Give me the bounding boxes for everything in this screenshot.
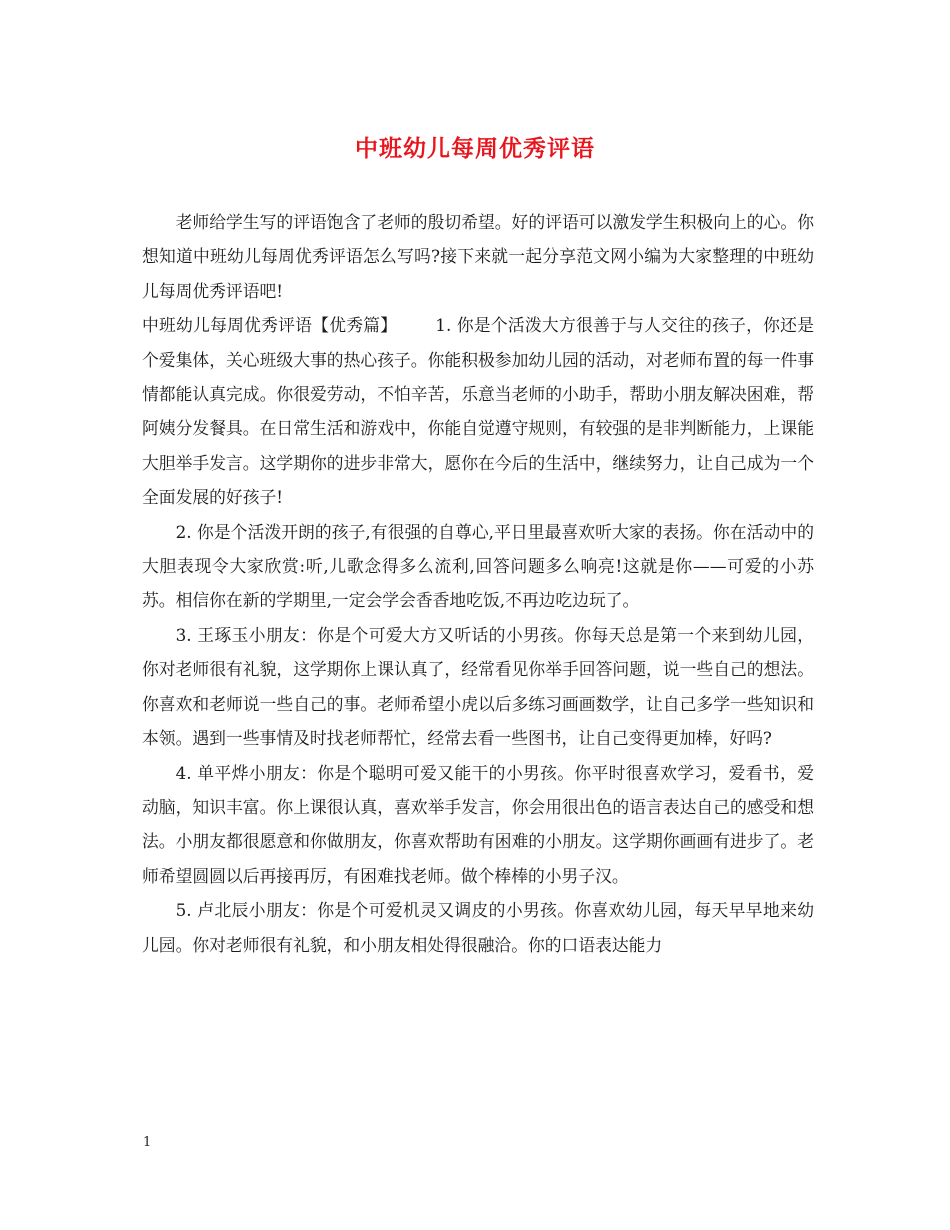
item-5: 5. 卢北辰小朋友：你是个可爱机灵又调皮的小男孩。你喜欢幼儿园，每天早早地来幼儿园。你对老师很有礼貌，和小朋友相处得很融洽。你的口语表达能力 bbox=[142, 900, 814, 955]
item-1: 1. 你是个活泼大方很善于与人交往的孩子，你还是个爱集体，关心班级大事的热心孩子。你能积极参加幼儿园的活动，对老师布置的每一件事情都能认真完成。你很爱劳动，不怕辛苦，乐意当老师的小助手，帮助小朋友解决困难，帮阿姨分发餐具。在日常生活和游戏中，你能自觉遵守规则，有较强的是非判断能力，上课能大胆举手发言。这学期你的进步非常大，愿你在今后的生活中，继续努力，让自己成为一个全面发展的好孩子! bbox=[142, 315, 814, 508]
document-body bbox=[142, 205, 814, 962]
section-heading: 中班幼儿每周优秀评语【优秀篇】 bbox=[142, 315, 398, 336]
item-3: 3. 王琢玉小朋友：你是个可爱大方又听话的小男孩。你每天总是第一个来到幼儿园，你对老师很有礼貌，这学期你上课认真了，经常看见你举手回答问题，说一些自己的想法。你喜欢和老师说一些自己的事。老师希望小虎以后多练习画画数学，让自己多学一些知识和本领。遇到一些事情及时找老师帮忙，经常去看一些图书，让自己变得更加棒，好吗? bbox=[142, 624, 814, 749]
intro-paragraph: 老师给学生写的评语饱含了老师的殷切希望。好的评语可以激发学生积极向上的心。你想知道中班幼儿每周优秀评语怎么写吗?接下来就一起分享范文网小编为大家整理的中班幼儿每周优秀评语吧! bbox=[142, 212, 814, 301]
item-4: 4. 单平烨小朋友：你是个聪明可爱又能干的小男孩。你平时很喜欢学习，爱看书，爱动脑，知识丰富。你上课很认真，喜欢举手发言，你会用很出色的语言表达自己的感受和想法。小朋友都很愿意和你做朋友，你喜欢帮助有困难的小朋友。这学期你画画有进步了。老师希望圆圆以后再接再厉，有困难找老师。做个棒棒的小男子汉。 bbox=[142, 762, 814, 886]
section-paragraph bbox=[142, 308, 814, 514]
item-2: 2. 你是个活泼开朗的孩子,有很强的自尊心,平日里最喜欢听大家的表扬。你在活动中的大胆表现令大家欣赏:听,儿歌念得多么流利,回答问题多么响亮!这就是你——可爱的小苏苏。相信你在新的学期里,一定会学会香香地吃饭,不再边吃边玩了。 bbox=[142, 521, 814, 611]
page-number: 1 bbox=[143, 1135, 152, 1150]
document-title: 中班幼儿每周优秀评语 bbox=[355, 136, 595, 162]
